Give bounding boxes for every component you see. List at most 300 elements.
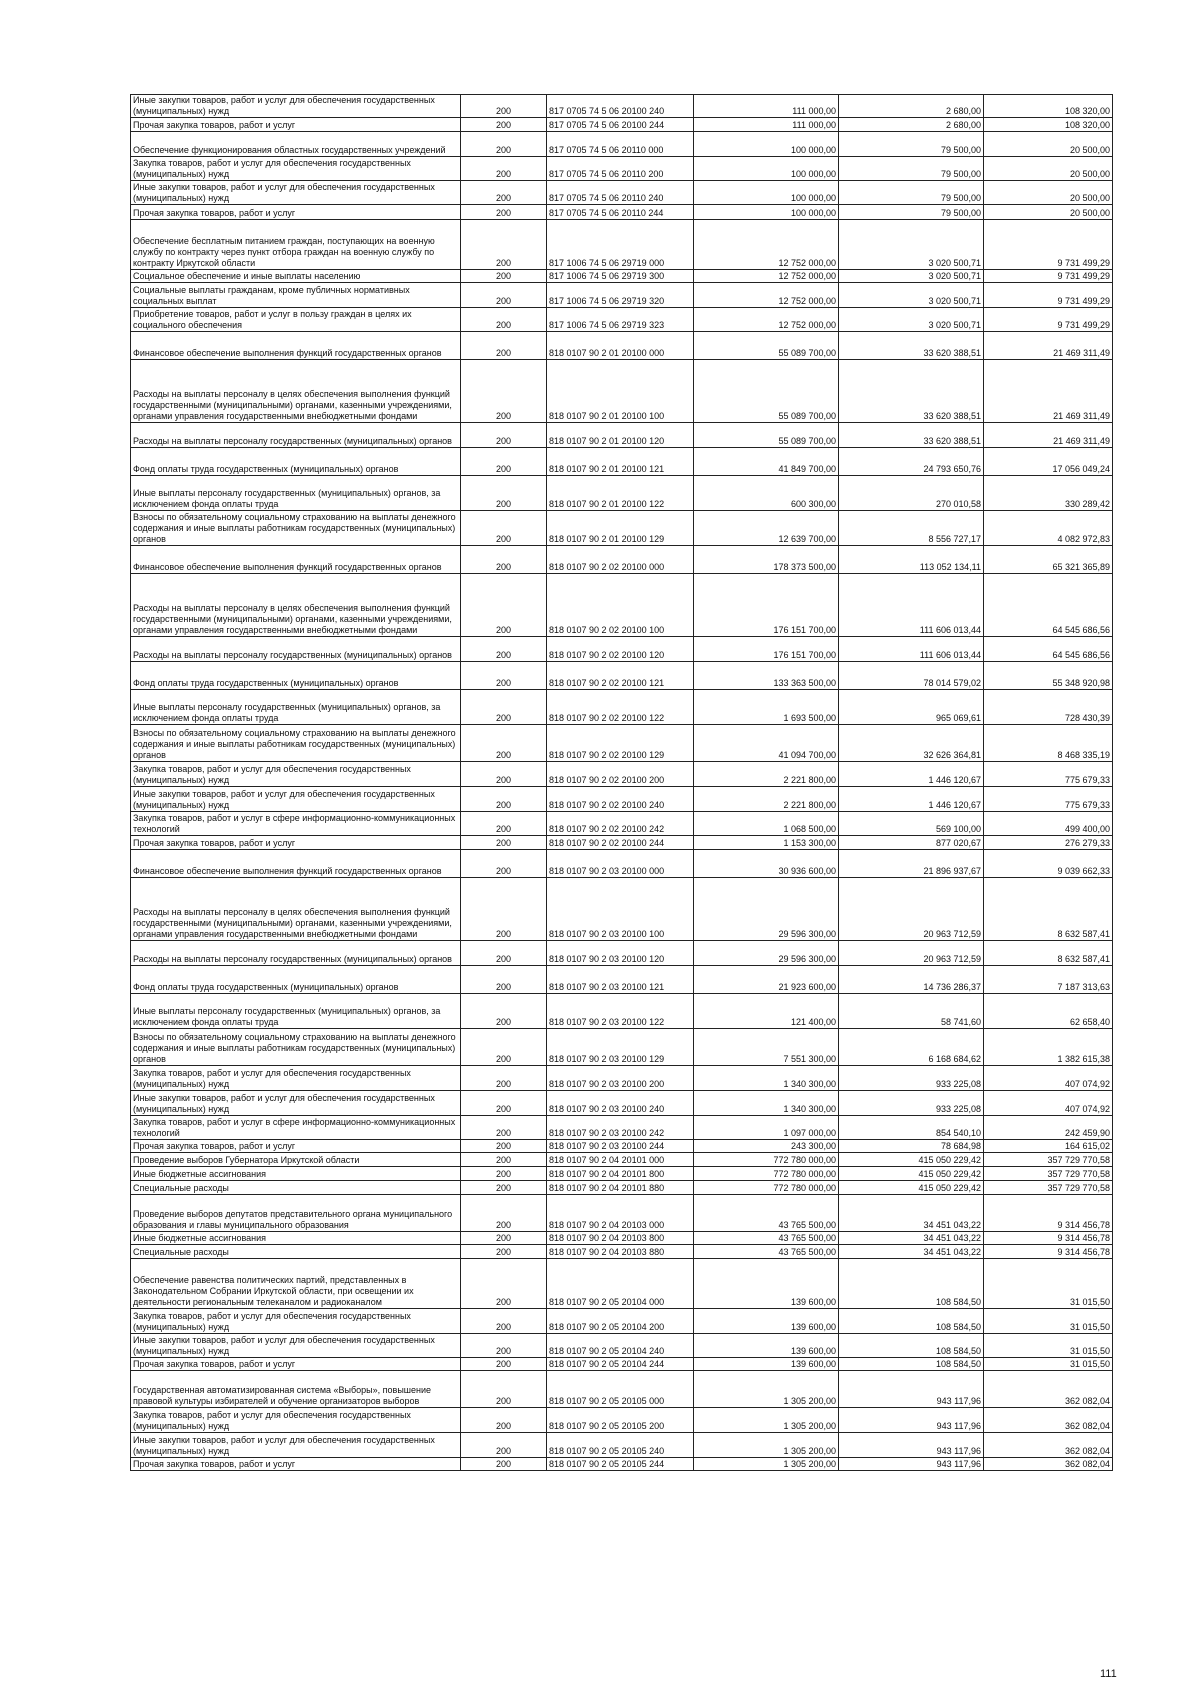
row-classification-code: 818 0107 90 2 05 20105 244 — [547, 1458, 694, 1471]
row-executed-amount: 943 117,96 — [839, 1371, 984, 1408]
row-approved-amount: 12 752 000,00 — [694, 220, 839, 270]
row-remaining-amount: 21 469 311,49 — [984, 423, 1113, 448]
row-executed-amount: 58 741,60 — [839, 994, 984, 1029]
row-code: 200 — [461, 1140, 547, 1153]
row-approved-amount: 111 000,00 — [694, 118, 839, 132]
row-name: Взносы по обязательному социальному страхованию на выплаты денежного содержания и иные выплаты работникам государственных (муниципальных) органов — [131, 1029, 461, 1066]
row-approved-amount: 1 305 200,00 — [694, 1371, 839, 1408]
row-remaining-amount: 20 500,00 — [984, 205, 1113, 220]
row-code: 200 — [461, 157, 547, 181]
table-row — [131, 1309, 1113, 1334]
row-code: 200 — [461, 1433, 547, 1458]
row-code: 200 — [461, 1309, 547, 1334]
row-approved-amount: 2 221 800,00 — [694, 762, 839, 787]
row-code: 200 — [461, 966, 547, 994]
row-name: Иные выплаты персоналу государственных (муниципальных) органов, за исключением фонда оплаты труда — [131, 690, 461, 725]
row-remaining-amount: 407 074,92 — [984, 1091, 1113, 1116]
table-row — [131, 270, 1113, 283]
row-classification-code: 818 0107 90 2 03 20100 100 — [547, 878, 694, 941]
row-name: Закупка товаров, работ и услуг для обеспечения государственных (муниципальных) нужд — [131, 157, 461, 181]
row-name: Прочая закупка товаров, работ и услуг — [131, 1458, 461, 1471]
row-remaining-amount: 164 615,02 — [984, 1140, 1113, 1153]
table-row — [131, 725, 1113, 762]
row-code: 200 — [461, 1029, 547, 1066]
row-approved-amount: 100 000,00 — [694, 205, 839, 220]
row-executed-amount: 78 684,98 — [839, 1140, 984, 1153]
row-name: Социальные выплаты гражданам, кроме публичных нормативных социальных выплат — [131, 283, 461, 308]
row-classification-code: 818 0107 90 2 01 20100 000 — [547, 332, 694, 360]
row-code: 200 — [461, 1181, 547, 1195]
row-name: Фонд оплаты труда государственных (муниципальных) органов — [131, 448, 461, 476]
row-executed-amount: 3 020 500,71 — [839, 220, 984, 270]
table-row — [131, 1181, 1113, 1195]
row-name: Специальные расходы — [131, 1245, 461, 1259]
row-name: Прочая закупка товаров, работ и услуг — [131, 1358, 461, 1371]
row-remaining-amount: 775 679,33 — [984, 787, 1113, 812]
row-approved-amount: 100 000,00 — [694, 132, 839, 157]
row-code: 200 — [461, 220, 547, 270]
budget-table-body — [131, 95, 1113, 1471]
row-name: Финансовое обеспечение выполнения функций государственных органов — [131, 332, 461, 360]
row-classification-code: 818 0107 90 2 02 20100 121 — [547, 662, 694, 690]
row-executed-amount: 34 451 043,22 — [839, 1195, 984, 1232]
row-executed-amount: 108 584,50 — [839, 1358, 984, 1371]
row-name: Фонд оплаты труда государственных (муниципальных) органов — [131, 662, 461, 690]
row-remaining-amount: 31 015,50 — [984, 1358, 1113, 1371]
row-remaining-amount: 8 632 587,41 — [984, 941, 1113, 966]
row-approved-amount: 139 600,00 — [694, 1309, 839, 1334]
row-approved-amount: 133 363 500,00 — [694, 662, 839, 690]
row-remaining-amount: 362 082,04 — [984, 1408, 1113, 1433]
row-name: Иные бюджетные ассигнования — [131, 1232, 461, 1245]
row-name: Расходы на выплаты персоналу государственных (муниципальных) органов — [131, 941, 461, 966]
row-remaining-amount: 8 468 335,19 — [984, 725, 1113, 762]
row-executed-amount: 854 540,10 — [839, 1116, 984, 1140]
row-classification-code: 817 0705 74 5 06 20100 240 — [547, 95, 694, 118]
table-row — [131, 1408, 1113, 1433]
row-name: Расходы на выплаты персоналу государственных (муниципальных) органов — [131, 423, 461, 448]
row-classification-code: 818 0107 90 2 03 20100 120 — [547, 941, 694, 966]
row-classification-code: 818 0107 90 2 03 20100 242 — [547, 1116, 694, 1140]
row-classification-code: 818 0107 90 2 02 20100 244 — [547, 836, 694, 850]
row-code: 200 — [461, 360, 547, 423]
row-code: 200 — [461, 1334, 547, 1358]
row-name: Иные выплаты персоналу государственных (муниципальных) органов, за исключением фонда оплаты труда — [131, 476, 461, 511]
row-approved-amount: 30 936 600,00 — [694, 850, 839, 878]
table-row — [131, 1091, 1113, 1116]
row-name: Прочая закупка товаров, работ и услуг — [131, 118, 461, 132]
page-number: 111 — [1100, 1668, 1117, 1680]
row-executed-amount: 20 963 712,59 — [839, 941, 984, 966]
row-remaining-amount: 499 400,00 — [984, 812, 1113, 836]
row-approved-amount: 100 000,00 — [694, 157, 839, 181]
row-approved-amount: 55 089 700,00 — [694, 423, 839, 448]
table-row — [131, 787, 1113, 812]
table-row — [131, 476, 1113, 511]
row-approved-amount: 772 780 000,00 — [694, 1167, 839, 1181]
row-executed-amount: 3 020 500,71 — [839, 308, 984, 332]
row-approved-amount: 139 600,00 — [694, 1259, 839, 1309]
row-approved-amount: 43 765 500,00 — [694, 1232, 839, 1245]
row-classification-code: 818 0107 90 2 04 20103 000 — [547, 1195, 694, 1232]
row-code: 200 — [461, 1091, 547, 1116]
row-code: 200 — [461, 1371, 547, 1408]
row-approved-amount: 55 089 700,00 — [694, 332, 839, 360]
table-row — [131, 1232, 1113, 1245]
row-name: Прочая закупка товаров, работ и услуг — [131, 205, 461, 220]
row-classification-code: 818 0107 90 2 02 20100 240 — [547, 787, 694, 812]
row-name: Взносы по обязательному социальному страхованию на выплаты денежного содержания и иные выплаты работникам государственных (муниципальных) органов — [131, 725, 461, 762]
table-row — [131, 157, 1113, 181]
row-code: 200 — [461, 662, 547, 690]
row-name: Иные закупки товаров, работ и услуг для обеспечения государственных (муниципальных) нужд — [131, 181, 461, 205]
row-code: 200 — [461, 205, 547, 220]
row-executed-amount: 3 020 500,71 — [839, 270, 984, 283]
row-approved-amount: 12 639 700,00 — [694, 511, 839, 546]
row-executed-amount: 79 500,00 — [839, 157, 984, 181]
row-classification-code: 818 0107 90 2 05 20105 000 — [547, 1371, 694, 1408]
row-name: Прочая закупка товаров, работ и услуг — [131, 1140, 461, 1153]
table-row — [131, 812, 1113, 836]
row-executed-amount: 933 225,08 — [839, 1091, 984, 1116]
row-executed-amount: 270 010,58 — [839, 476, 984, 511]
row-remaining-amount: 9 039 662,33 — [984, 850, 1113, 878]
table-row — [131, 762, 1113, 787]
row-executed-amount: 33 620 388,51 — [839, 332, 984, 360]
row-remaining-amount: 17 056 049,24 — [984, 448, 1113, 476]
row-name: Иные закупки товаров, работ и услуг для обеспечения государственных (муниципальных) нужд — [131, 1433, 461, 1458]
row-name: Проведение выборов депутатов представительного органа муниципального образования и главы муниципального образования — [131, 1195, 461, 1232]
row-classification-code: 818 0107 90 2 01 20100 129 — [547, 511, 694, 546]
row-code: 200 — [461, 878, 547, 941]
row-remaining-amount: 20 500,00 — [984, 132, 1113, 157]
row-executed-amount: 79 500,00 — [839, 181, 984, 205]
table-row — [131, 662, 1113, 690]
row-executed-amount: 33 620 388,51 — [839, 423, 984, 448]
row-name: Расходы на выплаты персоналу государственных (муниципальных) органов — [131, 637, 461, 662]
row-approved-amount: 1 097 000,00 — [694, 1116, 839, 1140]
row-executed-amount: 415 050 229,42 — [839, 1153, 984, 1167]
row-name: Закупка товаров, работ и услуг для обеспечения государственных (муниципальных) нужд — [131, 1066, 461, 1091]
row-approved-amount: 43 765 500,00 — [694, 1245, 839, 1259]
row-code: 200 — [461, 762, 547, 787]
row-code: 200 — [461, 1167, 547, 1181]
row-executed-amount: 877 020,67 — [839, 836, 984, 850]
row-code: 200 — [461, 1066, 547, 1091]
table-row — [131, 1029, 1113, 1066]
row-remaining-amount: 728 430,39 — [984, 690, 1113, 725]
row-executed-amount: 21 896 937,67 — [839, 850, 984, 878]
row-classification-code: 818 0107 90 2 03 20100 122 — [547, 994, 694, 1029]
row-classification-code: 818 0107 90 2 01 20100 120 — [547, 423, 694, 448]
row-name: Иные закупки товаров, работ и услуг для обеспечения государственных (муниципальных) нужд — [131, 1091, 461, 1116]
table-row — [131, 836, 1113, 850]
row-classification-code: 818 0107 90 2 01 20100 121 — [547, 448, 694, 476]
row-executed-amount: 1 446 120,67 — [839, 762, 984, 787]
row-executed-amount: 24 793 650,76 — [839, 448, 984, 476]
row-code: 200 — [461, 1358, 547, 1371]
row-approved-amount: 12 752 000,00 — [694, 270, 839, 283]
row-classification-code: 818 0107 90 2 01 20100 122 — [547, 476, 694, 511]
table-row — [131, 1358, 1113, 1371]
row-code: 200 — [461, 1232, 547, 1245]
row-approved-amount: 41 849 700,00 — [694, 448, 839, 476]
table-row — [131, 878, 1113, 941]
row-classification-code: 818 0107 90 2 03 20100 121 — [547, 966, 694, 994]
row-classification-code: 818 0107 90 2 01 20100 100 — [547, 360, 694, 423]
row-approved-amount: 243 300,00 — [694, 1140, 839, 1153]
table-row — [131, 360, 1113, 423]
row-approved-amount: 1 305 200,00 — [694, 1408, 839, 1433]
row-name: Расходы на выплаты персоналу в целях обеспечения выполнения функций государственными (муниципальными) органами, казенными учреждениями, органами управления государственными внебюджетными фондами — [131, 360, 461, 423]
row-remaining-amount: 31 015,50 — [984, 1259, 1113, 1309]
row-executed-amount: 3 020 500,71 — [839, 283, 984, 308]
row-remaining-amount: 9 731 499,29 — [984, 283, 1113, 308]
row-executed-amount: 34 451 043,22 — [839, 1245, 984, 1259]
row-code: 200 — [461, 332, 547, 360]
row-name: Иные закупки товаров, работ и услуг для обеспечения государственных (муниципальных) нужд — [131, 787, 461, 812]
row-classification-code: 818 0107 90 2 02 20100 200 — [547, 762, 694, 787]
row-classification-code: 818 0107 90 2 03 20100 000 — [547, 850, 694, 878]
row-executed-amount: 415 050 229,42 — [839, 1167, 984, 1181]
row-remaining-amount: 362 082,04 — [984, 1458, 1113, 1471]
row-remaining-amount: 8 632 587,41 — [984, 878, 1113, 941]
table-row — [131, 1066, 1113, 1091]
row-name: Проведение выборов Губернатора Иркутской области — [131, 1153, 461, 1167]
row-approved-amount: 121 400,00 — [694, 994, 839, 1029]
row-executed-amount: 965 069,61 — [839, 690, 984, 725]
row-code: 200 — [461, 181, 547, 205]
table-row — [131, 332, 1113, 360]
row-approved-amount: 7 551 300,00 — [694, 1029, 839, 1066]
row-remaining-amount: 64 545 686,56 — [984, 574, 1113, 637]
row-code: 200 — [461, 787, 547, 812]
row-code: 200 — [461, 270, 547, 283]
row-remaining-amount: 31 015,50 — [984, 1334, 1113, 1358]
row-name: Закупка товаров, работ и услуг для обеспечения государственных (муниципальных) нужд — [131, 1309, 461, 1334]
row-remaining-amount: 357 729 770,58 — [984, 1181, 1113, 1195]
row-executed-amount: 8 556 727,17 — [839, 511, 984, 546]
row-classification-code: 817 0705 74 5 06 20110 200 — [547, 157, 694, 181]
table-row — [131, 132, 1113, 157]
table-row — [131, 423, 1113, 448]
row-executed-amount: 32 626 364,81 — [839, 725, 984, 762]
row-remaining-amount: 775 679,33 — [984, 762, 1113, 787]
row-name: Расходы на выплаты персоналу в целях обеспечения выполнения функций государственными (муниципальными) органами, казенными учреждениями, органами управления государственными внебюджетными фондами — [131, 574, 461, 637]
row-classification-code: 818 0107 90 2 02 20100 100 — [547, 574, 694, 637]
row-approved-amount: 1 153 300,00 — [694, 836, 839, 850]
row-code: 200 — [461, 1259, 547, 1309]
row-remaining-amount: 20 500,00 — [984, 181, 1113, 205]
table-row — [131, 511, 1113, 546]
table-row — [131, 1140, 1113, 1153]
row-name: Обеспечение бесплатным питанием граждан, поступающих на военную службу по контракту через пункт отбора граждан на военную службу по контракту Иркутской области — [131, 220, 461, 270]
row-code: 200 — [461, 836, 547, 850]
row-remaining-amount: 242 459,90 — [984, 1116, 1113, 1140]
row-code: 200 — [461, 511, 547, 546]
row-approved-amount: 41 094 700,00 — [694, 725, 839, 762]
table-row — [131, 850, 1113, 878]
row-executed-amount: 79 500,00 — [839, 205, 984, 220]
row-executed-amount: 78 014 579,02 — [839, 662, 984, 690]
row-approved-amount: 1 693 500,00 — [694, 690, 839, 725]
row-approved-amount: 139 600,00 — [694, 1358, 839, 1371]
row-name: Обеспечение функционирования областных государственных учреждений — [131, 132, 461, 157]
row-name: Обеспечение равенства политических партий, представленных в Законодательном Собрании Иркутской области, при освещении их деятельности региональным телеканалом и радиоканалом — [131, 1259, 461, 1309]
row-classification-code: 818 0107 90 2 04 20103 880 — [547, 1245, 694, 1259]
row-approved-amount: 111 000,00 — [694, 95, 839, 118]
row-name: Иные закупки товаров, работ и услуг для обеспечения государственных (муниципальных) нужд — [131, 95, 461, 118]
row-code: 200 — [461, 941, 547, 966]
table-row — [131, 308, 1113, 332]
row-remaining-amount: 9 314 456,78 — [984, 1232, 1113, 1245]
row-approved-amount: 100 000,00 — [694, 181, 839, 205]
row-classification-code: 817 0705 74 5 06 20110 240 — [547, 181, 694, 205]
row-classification-code: 818 0107 90 2 03 20100 244 — [547, 1140, 694, 1153]
row-remaining-amount: 21 469 311,49 — [984, 332, 1113, 360]
row-code: 200 — [461, 132, 547, 157]
row-code: 200 — [461, 1153, 547, 1167]
row-remaining-amount: 276 279,33 — [984, 836, 1113, 850]
row-executed-amount: 20 963 712,59 — [839, 878, 984, 941]
row-classification-code: 818 0107 90 2 03 20100 129 — [547, 1029, 694, 1066]
row-classification-code: 817 1006 74 5 06 29719 323 — [547, 308, 694, 332]
row-code: 200 — [461, 423, 547, 448]
row-code: 200 — [461, 812, 547, 836]
row-name: Социальное обеспечение и иные выплаты населению — [131, 270, 461, 283]
row-classification-code: 817 1006 74 5 06 29719 320 — [547, 283, 694, 308]
row-classification-code: 818 0107 90 2 05 20104 200 — [547, 1309, 694, 1334]
table-row — [131, 1433, 1113, 1458]
budget-sheet — [130, 94, 1110, 1471]
row-code: 200 — [461, 308, 547, 332]
row-code: 200 — [461, 850, 547, 878]
row-classification-code: 818 0107 90 2 03 20100 200 — [547, 1066, 694, 1091]
row-name: Государственная автоматизированная система «Выборы», повышение правовой культуры избирателей и обучение организаторов выборов — [131, 1371, 461, 1408]
row-classification-code: 818 0107 90 2 02 20100 120 — [547, 637, 694, 662]
row-classification-code: 818 0107 90 2 05 20104 244 — [547, 1358, 694, 1371]
row-classification-code: 818 0107 90 2 03 20100 240 — [547, 1091, 694, 1116]
row-executed-amount: 113 052 134,11 — [839, 546, 984, 574]
table-row — [131, 1167, 1113, 1181]
row-approved-amount: 55 089 700,00 — [694, 360, 839, 423]
row-approved-amount: 1 340 300,00 — [694, 1066, 839, 1091]
table-row — [131, 1153, 1113, 1167]
row-remaining-amount: 1 382 615,38 — [984, 1029, 1113, 1066]
row-approved-amount: 1 305 200,00 — [694, 1458, 839, 1471]
row-approved-amount: 29 596 300,00 — [694, 941, 839, 966]
row-classification-code: 817 0705 74 5 06 20110 244 — [547, 205, 694, 220]
row-executed-amount: 2 680,00 — [839, 118, 984, 132]
table-row — [131, 220, 1113, 270]
table-row — [131, 1195, 1113, 1232]
row-remaining-amount: 108 320,00 — [984, 95, 1113, 118]
row-name: Закупка товаров, работ и услуг в сфере информационно-коммуникационных технологий — [131, 812, 461, 836]
table-row — [131, 1334, 1113, 1358]
row-remaining-amount: 407 074,92 — [984, 1066, 1113, 1091]
row-remaining-amount: 20 500,00 — [984, 157, 1113, 181]
table-row — [131, 690, 1113, 725]
row-classification-code: 818 0107 90 2 04 20101 800 — [547, 1167, 694, 1181]
row-remaining-amount: 4 082 972,83 — [984, 511, 1113, 546]
table-row — [131, 966, 1113, 994]
row-approved-amount: 43 765 500,00 — [694, 1195, 839, 1232]
row-classification-code: 818 0107 90 2 05 20104 000 — [547, 1259, 694, 1309]
row-remaining-amount: 357 729 770,58 — [984, 1167, 1113, 1181]
row-executed-amount: 14 736 286,37 — [839, 966, 984, 994]
table-row — [131, 1259, 1113, 1309]
row-code: 200 — [461, 637, 547, 662]
row-remaining-amount: 65 321 365,89 — [984, 546, 1113, 574]
row-executed-amount: 79 500,00 — [839, 132, 984, 157]
table-row — [131, 1458, 1113, 1471]
row-code: 200 — [461, 476, 547, 511]
row-approved-amount: 12 752 000,00 — [694, 308, 839, 332]
row-classification-code: 818 0107 90 2 02 20100 242 — [547, 812, 694, 836]
row-executed-amount: 111 606 013,44 — [839, 637, 984, 662]
row-executed-amount: 943 117,96 — [839, 1433, 984, 1458]
row-executed-amount: 1 446 120,67 — [839, 787, 984, 812]
budget-table — [130, 94, 1113, 1471]
row-code: 200 — [461, 448, 547, 476]
table-row — [131, 994, 1113, 1029]
row-name: Расходы на выплаты персоналу в целях обеспечения выполнения функций государственными (муниципальными) органами, казенными учреждениями, органами управления государственными внебюджетными фондами — [131, 878, 461, 941]
row-remaining-amount: 108 320,00 — [984, 118, 1113, 132]
row-name: Финансовое обеспечение выполнения функций государственных органов — [131, 546, 461, 574]
row-classification-code: 818 0107 90 2 04 20101 000 — [547, 1153, 694, 1167]
row-approved-amount: 1 340 300,00 — [694, 1091, 839, 1116]
row-approved-amount: 29 596 300,00 — [694, 878, 839, 941]
row-classification-code: 818 0107 90 2 02 20100 122 — [547, 690, 694, 725]
row-classification-code: 817 0705 74 5 06 20100 244 — [547, 118, 694, 132]
row-executed-amount: 569 100,00 — [839, 812, 984, 836]
row-name: Взносы по обязательному социальному страхованию на выплаты денежного содержания и иные выплаты работникам государственных (муниципальных) органов — [131, 511, 461, 546]
row-executed-amount: 34 451 043,22 — [839, 1232, 984, 1245]
row-approved-amount: 12 752 000,00 — [694, 283, 839, 308]
table-row — [131, 95, 1113, 118]
row-executed-amount: 6 168 684,62 — [839, 1029, 984, 1066]
row-classification-code: 817 0705 74 5 06 20110 000 — [547, 132, 694, 157]
row-executed-amount: 415 050 229,42 — [839, 1181, 984, 1195]
row-remaining-amount: 7 187 313,63 — [984, 966, 1113, 994]
row-approved-amount: 772 780 000,00 — [694, 1153, 839, 1167]
row-approved-amount: 600 300,00 — [694, 476, 839, 511]
row-classification-code: 818 0107 90 2 02 20100 129 — [547, 725, 694, 762]
row-classification-code: 818 0107 90 2 04 20103 800 — [547, 1232, 694, 1245]
row-executed-amount: 108 584,50 — [839, 1259, 984, 1309]
row-code: 200 — [461, 725, 547, 762]
row-classification-code: 817 1006 74 5 06 29719 300 — [547, 270, 694, 283]
row-approved-amount: 176 151 700,00 — [694, 637, 839, 662]
row-remaining-amount: 357 729 770,58 — [984, 1153, 1113, 1167]
row-approved-amount: 176 151 700,00 — [694, 574, 839, 637]
row-executed-amount: 943 117,96 — [839, 1458, 984, 1471]
row-name: Закупка товаров, работ и услуг для обеспечения государственных (муниципальных) нужд — [131, 1408, 461, 1433]
row-name: Закупка товаров, работ и услуг в сфере информационно-коммуникационных технологий — [131, 1116, 461, 1140]
row-remaining-amount: 31 015,50 — [984, 1309, 1113, 1334]
row-code: 200 — [461, 283, 547, 308]
row-remaining-amount: 362 082,04 — [984, 1433, 1113, 1458]
row-executed-amount: 2 680,00 — [839, 95, 984, 118]
row-name: Иные выплаты персоналу государственных (муниципальных) органов, за исключением фонда оплаты труда — [131, 994, 461, 1029]
row-classification-code: 817 1006 74 5 06 29719 000 — [547, 220, 694, 270]
table-row — [131, 546, 1113, 574]
table-row — [131, 118, 1113, 132]
row-name: Приобретение товаров, работ и услуг в пользу граждан в целях их социального обеспечения — [131, 308, 461, 332]
row-remaining-amount: 330 289,42 — [984, 476, 1113, 511]
table-row — [131, 637, 1113, 662]
row-name: Фонд оплаты труда государственных (муниципальных) органов — [131, 966, 461, 994]
